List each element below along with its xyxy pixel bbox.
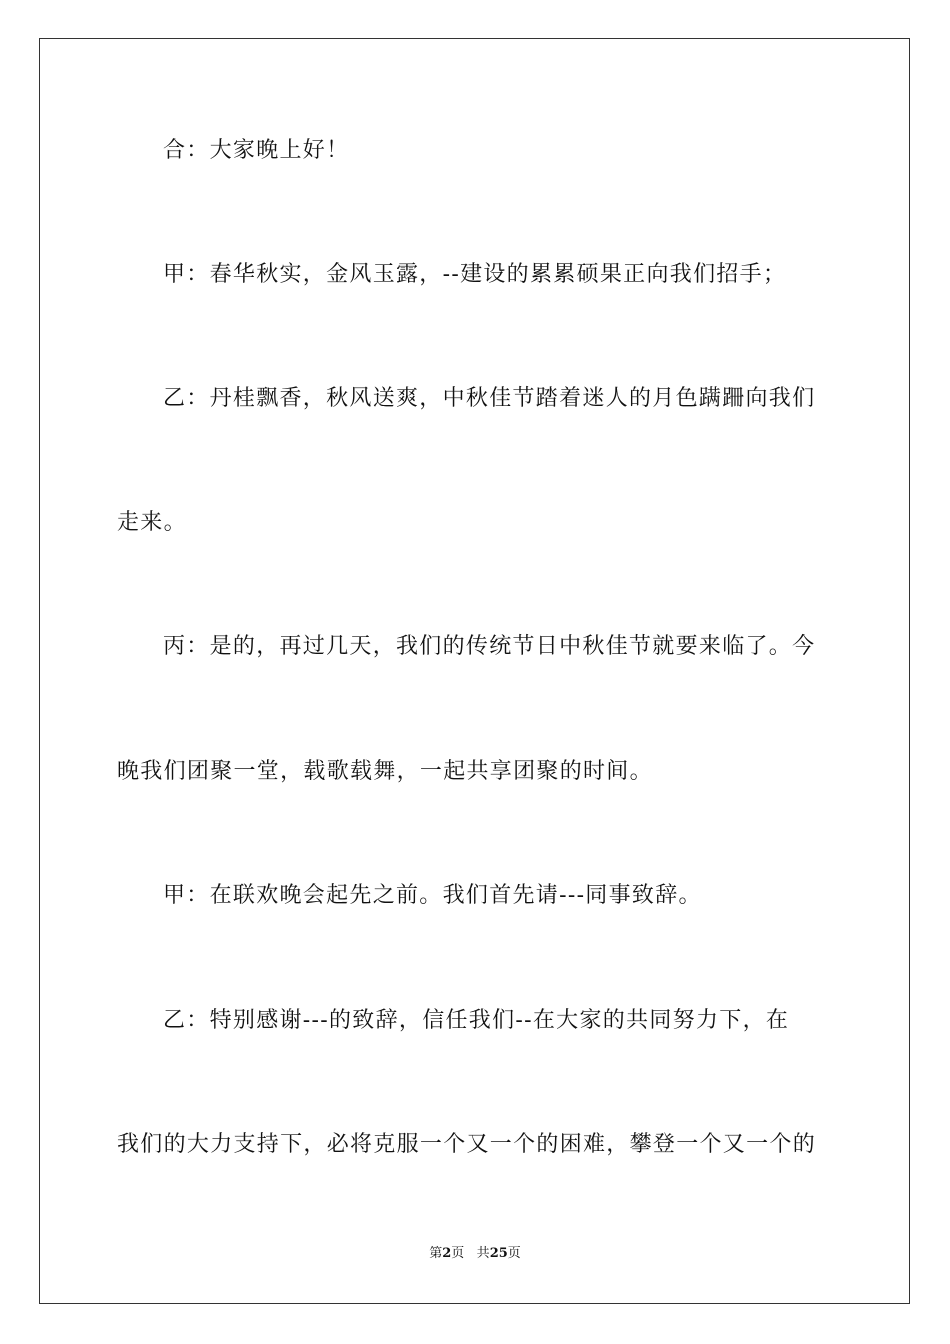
footer-total-prefix: 共 (476, 1246, 490, 1261)
paragraph-line-7: 甲：在联欢晚会起先之前。我们首先请---同事致辞。 (163, 883, 702, 908)
footer-total-pages: 25 (489, 1246, 508, 1261)
page-frame (39, 38, 910, 1304)
paragraph-line-4: 走来。 (117, 510, 187, 535)
paragraph-line-6: 晚我们团聚一堂，载歌载舞，一起共享团聚的时间。 (117, 759, 653, 784)
page-footer (0, 1245, 950, 1263)
paragraph-line-1: 合：大家晚上好！ (163, 138, 350, 163)
paragraph-line-2: 甲：春华秋实，金风玉露，--建设的累累硕果正向我们招手； (163, 262, 787, 287)
paragraph-line-8: 乙：特别感谢---的致辞，信任我们--在大家的共同努力下，在 (163, 1008, 790, 1033)
footer-page-number: 2 (442, 1246, 452, 1261)
paragraph-line-5: 丙：是的，再过几天，我们的传统节日中秋佳节就要来临了。今 (163, 634, 816, 659)
footer-page-prefix: 第 (429, 1246, 443, 1261)
footer-page-suffix: 页 (451, 1246, 465, 1261)
paragraph-line-9: 我们的大力支持下，必将克服一个又一个的困难，攀登一个又一个的 (117, 1132, 817, 1157)
paragraph-line-3: 乙：丹桂飘香，秋风送爽，中秋佳节踏着迷人的月色蹒跚向我们 (163, 386, 816, 411)
footer-total-suffix: 页 (507, 1246, 521, 1261)
